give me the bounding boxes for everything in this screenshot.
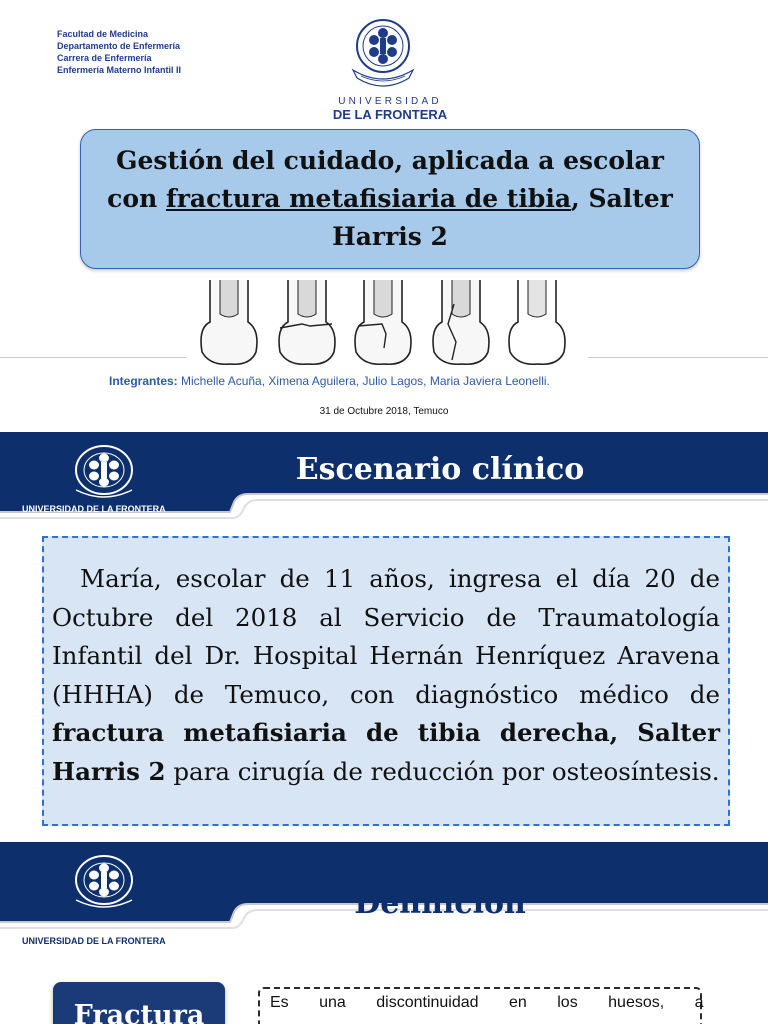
- tibia-fracture-illustrations: [190, 280, 590, 368]
- term-label: Fractura: [73, 1000, 205, 1024]
- term-tile: [53, 982, 225, 1024]
- case-diagnosis: fractura metafisiaria de tibia derecha, Salter Harris 2: [52, 718, 720, 786]
- title-box: [80, 129, 700, 269]
- presentation-date: 31 de Octubre 2018, Temuco: [319, 406, 449, 417]
- university-name: DE LA FRONTERA: [332, 107, 448, 122]
- institution-line: Departamento de Enfermería: [57, 41, 181, 51]
- header-university-name: UNIVERSIDAD DE LA FRONTERA: [22, 504, 166, 514]
- case-text-part2: para cirugía de reducción por osteosíntesis.: [165, 756, 720, 786]
- case-text-part1: María, escolar de 11 años, ingresa el día 20 de Octubre del 2018 al Servicio de Traumatología Infantil del Dr. Hospital Hernán Henríquez Aravena (HHHA) de Temuco, con diagnóstico médico de: [52, 564, 720, 709]
- title-part1: Gestión del cuidado, aplicada a escolar con: [107, 146, 664, 213]
- definition-box: [258, 987, 702, 1024]
- definition-slide: [0, 842, 768, 1024]
- divider: [588, 357, 768, 358]
- header-university-name: UNIVERSIDAD DE LA FRONTERA: [22, 936, 166, 946]
- clinical-scenario-slide: [0, 432, 768, 828]
- members-line: [109, 374, 550, 388]
- university-seal-icon: [345, 12, 421, 94]
- definition-text: Es una discontinuidad en los huesos, a: [270, 994, 704, 1011]
- university-seal-icon: [64, 440, 144, 504]
- title-part2: , Salter Harris 2: [332, 184, 673, 251]
- divider: [0, 357, 186, 358]
- case-description-box: [42, 536, 730, 826]
- case-paragraph: [52, 560, 720, 791]
- title-underlined: fractura metafisiaria de tibia: [165, 184, 572, 213]
- slide-title: Escenario clínico: [295, 452, 585, 487]
- slide-title: Definición: [354, 886, 526, 921]
- institution-block: [57, 28, 181, 76]
- presentation-title: [95, 142, 685, 256]
- members-label: Integrantes:: [109, 374, 178, 388]
- university-word: UNIVERSIDAD: [338, 96, 442, 107]
- institution-line: Carrera de Enfermería: [57, 53, 152, 63]
- title-slide: [0, 0, 768, 432]
- members-names: Michelle Acuña, Ximena Aguilera, Julio Lagos, Maria Javiera Leonelli.: [177, 374, 550, 388]
- institution-line: Facultad de Medicina: [57, 29, 149, 39]
- institution-line: Enfermería Materno Infantil II: [57, 65, 182, 75]
- university-seal-icon: [64, 850, 144, 914]
